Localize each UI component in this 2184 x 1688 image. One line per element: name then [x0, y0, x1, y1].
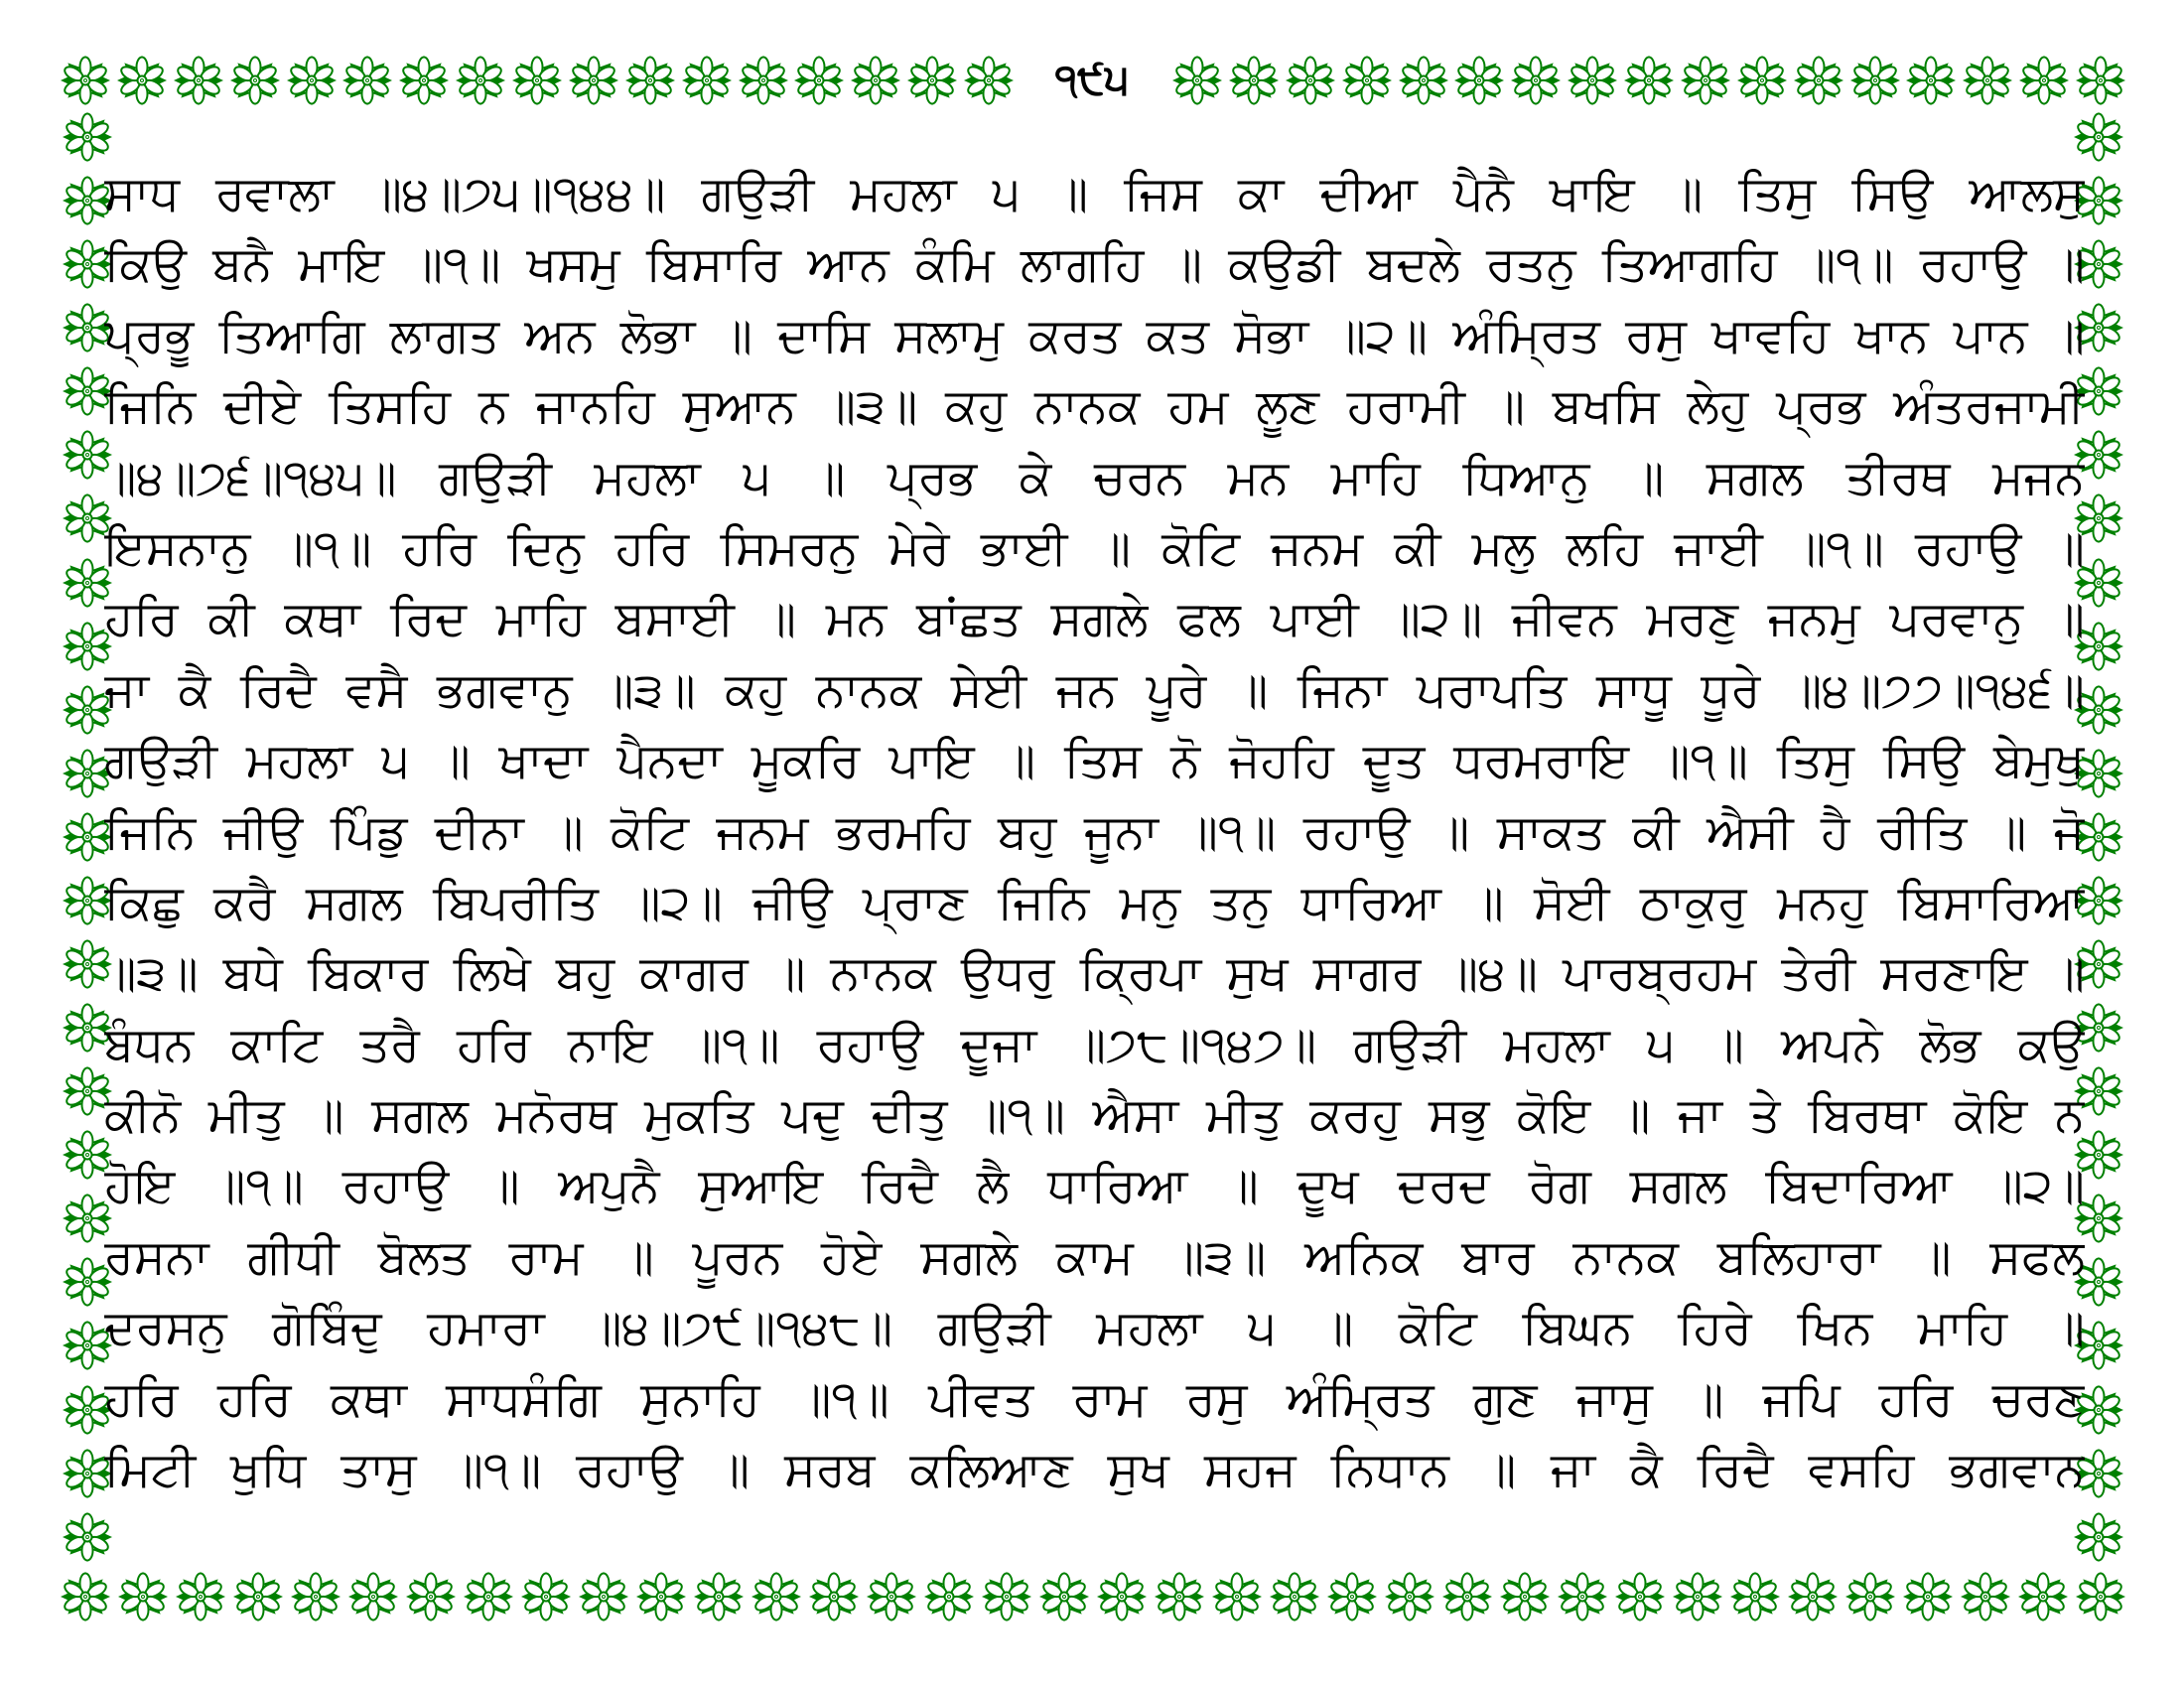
- gurbani-line: ਬੰਧਨ ਕਾਟਿ ਤਰੈ ਹਰਿ ਨਾਇ ॥੧॥ ਰਹਾਉ ਦੂਜਾ ॥੭੮॥੧੪੭॥ ਗਉੜੀ ਮਹਲਾ ੫ ॥ ਅਪਨੇ ਲੋਭ ਕਉ: [104, 1016, 2085, 1072]
- gurbani-line: ਗਉੜੀ ਮਹਲਾ ੫ ॥ ਖਾਦਾ ਪੈਨਦਾ ਮੂਕਰਿ ਪਾਇ ॥ ਤਿਸ ਨੋ ਜੋਹਹਿ ਦੂਤ ਧਰਮਰਾਇ ॥੧॥ ਤਿਸੁ ਸਿਉ ਬੇਮੁਖੁ: [104, 733, 2085, 789]
- flower-ornament-icon: [738, 55, 789, 106]
- gurbani-line: ਹਰਿ ਹਰਿ ਕਥਾ ਸਾਧਸੰਗਿ ਸੁਨਾਹਿ ॥੧॥ ਪੀਵਤ ਰਾਮ ਰਸੁ ਅੰਮ੍ਰਿਤ ਗੁਣ ਜਾਸੁ ॥ ਜਪਿ ਹਰਿ ਚਰਣ: [104, 1370, 2085, 1427]
- flower-ornament-icon: [455, 55, 506, 106]
- flower-ornament-icon: [1510, 55, 1562, 106]
- flower-ornament-icon: [175, 1571, 226, 1622]
- flower-ornament-icon: [398, 55, 450, 106]
- flower-ornament-icon: [286, 55, 338, 106]
- flower-ornament-icon: [1849, 55, 1901, 106]
- gurbani-line: ਸਾਧ ਰਵਾਲਾ ॥੪॥੭੫॥੧੪੪॥ ਗਉੜੀ ਮਹਲਾ ੫ ॥ ਜਿਸ ਕਾ ਦੀਆ ਪੈਨੈ ਖਾਇ ॥ ਤਿਸੁ ਸਿਉ ਆਲਸੁ: [104, 166, 2085, 221]
- flower-ornament-icon: [60, 55, 111, 106]
- flower-ornament-icon: [1567, 55, 1618, 106]
- gurbani-line: ਹੋਇ ॥੧॥ ਰਹਾਉ ॥ ਅਪੁਨੈ ਸੁਆਇ ਰਿਦੈ ਲੈ ਧਾਰਿਆ ॥ ਦੂਖ ਦਰਦ ਰੋਗ ਸਗਲ ਬਿਦਾਰਿਆ ॥੨॥: [104, 1158, 2085, 1214]
- flower-ornament-icon: [1902, 1571, 1954, 1622]
- flower-ornament-icon: [1499, 1571, 1551, 1622]
- flower-ornament-icon: [1729, 1571, 1781, 1622]
- flower-ornament-icon: [1453, 55, 1505, 106]
- flower-ornament-icon: [1962, 55, 2013, 106]
- flower-ornament-icon: [173, 55, 224, 106]
- flower-ornament-icon: [1614, 1571, 1666, 1622]
- flower-ornament-icon: [850, 55, 901, 106]
- flower-ornament-icon: [1960, 1571, 2011, 1622]
- gurbani-line: ਇਸਨਾਨੁ ॥੧॥ ਹਰਿ ਦਿਨੁ ਹਰਿ ਸਿਮਰਨੁ ਮੇਰੇ ਭਾਈ ॥ ਕੋਟਿ ਜਨਮ ਕੀ ਮਲੁ ਲਹਿ ਜਾਈ ॥੧॥ ਰਹਾਉ ॥: [104, 519, 2085, 576]
- flower-ornament-icon: [1623, 55, 1675, 106]
- gurbani-line: ਜਾ ਕੈ ਰਿਦੈ ਵਸੈ ਭਗਵਾਨੁ ॥੩॥ ਕਹੁ ਨਾਨਕ ਸੇਈ ਜਨ ਪੂਰੇ ॥ ਜਿਨਾ ਪਰਾਪਤਿ ਸਾਧੂ ਧੂਰੇ ॥੪॥੭੭॥੧੪੬॥: [104, 661, 2085, 718]
- flower-ornament-icon: [511, 55, 563, 106]
- flower-ornament-icon: [1787, 1571, 1839, 1622]
- flower-ornament-icon: [693, 1571, 745, 1622]
- flower-ornament-icon: [1384, 1571, 1435, 1622]
- flower-ornament-icon: [62, 111, 113, 163]
- flower-ornament-icon: [1844, 1571, 1896, 1622]
- border-top-right: [1171, 55, 2126, 106]
- flower-ornament-icon: [2073, 111, 2124, 163]
- flower-ornament-icon: [1096, 1571, 1148, 1622]
- gurbani-line: ॥੪॥੭੬॥੧੪੫॥ ਗਉੜੀ ਮਹਲਾ ੫ ॥ ਪ੍ਰਭ ਕੇ ਚਰਨ ਮਨ ਮਾਹਿ ਧਿਆਨੁ ॥ ਸਗਲ ਤੀਰਥ ਮਜਨ: [104, 449, 2085, 505]
- flower-ornament-icon: [1038, 1571, 1090, 1622]
- flower-ornament-icon: [2017, 1571, 2069, 1622]
- flower-ornament-icon: [1680, 55, 1731, 106]
- flower-ornament-icon: [1326, 1571, 1378, 1622]
- flower-ornament-icon: [1228, 55, 1280, 106]
- flower-ornament-icon: [1557, 1571, 1608, 1622]
- gurbani-line: ਜਿਨਿ ਦੀਏ ਤਿਸਹਿ ਨ ਜਾਨਹਿ ਸੁਆਨ ॥੩॥ ਕਹੁ ਨਾਨਕ ਹਮ ਲੂਣ ਹਰਾਮੀ ॥ ਬਖਸਿ ਲੇਹੁ ਪ੍ਰਭ ਅੰਤਰਜਾਮੀ: [104, 378, 2085, 435]
- flower-ornament-icon: [1905, 55, 1957, 106]
- flower-ornament-icon: [568, 55, 619, 106]
- gurbani-line: ਕੀਨੋ ਮੀਤੁ ॥ ਸਗਲ ਮਨੋਰਥ ਮੁਕਤਿ ਪਦੁ ਦੀਤੁ ॥੧॥ ਐਸਾ ਮੀਤੁ ਕਰਹੁ ਸਭੁ ਕੋਇ ॥ ਜਾ ਤੇ ਬਿਰਥਾ ਕੋਇ ਨ: [104, 1087, 2085, 1144]
- flower-ornament-icon: [2075, 1571, 2126, 1622]
- flower-ornament-icon: [1398, 55, 1449, 106]
- flower-ornament-icon: [463, 1571, 514, 1622]
- gurbani-line: ਕਿਉ ਬਨੈ ਮਾਇ ॥੧॥ ਖਸਮੁ ਬਿਸਾਰਿ ਆਨ ਕੰਮਿ ਲਾਗਹਿ ॥ ਕਉਡੀ ਬਦਲੇ ਰਤਨੁ ਤਿਆਗਹਿ ॥੧॥ ਰਹਾਉ ॥: [104, 236, 2085, 293]
- gurbani-line: ਰਸਨਾ ਗੀਧੀ ਬੋਲਤ ਰਾਮ ॥ ਪੂਰਨ ਹੋਏ ਸਗਲੇ ਕਾਮ ॥੩॥ ਅਨਿਕ ਬਾਰ ਨਾਨਕ ਬਲਿਹਾਰਾ ॥ ਸਫਲ: [104, 1228, 2085, 1285]
- flower-ornament-icon: [405, 1571, 457, 1622]
- flower-ornament-icon: [60, 1571, 111, 1622]
- gurbani-line: ਪ੍ਰਭੂ ਤਿਆਗਿ ਲਾਗਤ ਅਨ ਲੋਭਾ ॥ ਦਾਸਿ ਸਲਾਮੁ ਕਰਤ ਕਤ ਸੋਭਾ ॥੨॥ ਅੰਮ੍ਰਿਤ ਰਸੁ ਖਾਵਹਿ ਖਾਨ ਪਾਨ ॥: [104, 307, 2085, 363]
- flower-ornament-icon: [2075, 55, 2126, 106]
- flower-ornament-icon: [635, 1571, 687, 1622]
- flower-ornament-icon: [808, 1571, 860, 1622]
- flower-ornament-icon: [520, 1571, 572, 1622]
- flower-ornament-icon: [751, 1571, 802, 1622]
- flower-ornament-icon: [1441, 1571, 1493, 1622]
- flower-ornament-icon: [793, 55, 845, 106]
- gurbani-line: ਜਿਨਿ ਜੀਉ ਪਿੰਡੁ ਦੀਨਾ ॥ ਕੋਟਿ ਜਨਮ ਭਰਮਹਿ ਬਹੁ ਜੂਨਾ ॥੧॥ ਰਹਾਉ ॥ ਸਾਕਤ ਕੀ ਐਸੀ ਹੈ ਰੀਤਿ ॥ ਜੋ: [104, 803, 2085, 860]
- border-top-left: [60, 55, 1015, 106]
- flower-ornament-icon: [1211, 1571, 1263, 1622]
- flower-ornament-icon: [1269, 1571, 1320, 1622]
- flower-ornament-icon: [1154, 1571, 1205, 1622]
- page-number: ੧੯੫: [1054, 55, 1130, 103]
- flower-ornament-icon: [341, 55, 393, 106]
- flower-ornament-icon: [1341, 55, 1393, 106]
- gurbani-line: ॥੩॥ ਬਧੇ ਬਿਕਾਰ ਲਿਖੇ ਬਹੁ ਕਾਗਰ ॥ ਨਾਨਕ ਉਧਰੁ ਕ੍ਰਿਪਾ ਸੁਖ ਸਾਗਰ ॥੪॥ ਪਾਰਬ੍ਰਹਮ ਤੇਰੀ ਸਰਣਾਇ ॥: [104, 945, 2085, 1002]
- flower-ornament-icon: [347, 1571, 399, 1622]
- flower-ornament-icon: [578, 1571, 629, 1622]
- gurbani-line: ਹਰਿ ਕੀ ਕਥਾ ਰਿਦ ਮਾਹਿ ਬਸਾਈ ॥ ਮਨ ਬਾਂਛਤ ਸਗਲੇ ਫਲ ਪਾਈ ॥੨॥ ਜੀਵਨ ਮਰਣੁ ਜਨਮੁ ਪਰਵਾਨੁ ॥: [104, 591, 2085, 647]
- flower-ornament-icon: [2018, 55, 2070, 106]
- flower-ornament-icon: [1672, 1571, 1723, 1622]
- flower-ornament-icon: [229, 55, 281, 106]
- flower-ornament-icon: [1793, 55, 1844, 106]
- flower-ornament-icon: [116, 55, 168, 106]
- flower-ornament-icon: [117, 1571, 169, 1622]
- flower-ornament-icon: [290, 1571, 341, 1622]
- flower-ornament-icon: [1285, 55, 1336, 106]
- scripture-text: [104, 159, 2085, 1521]
- border-bottom: [60, 1571, 2126, 1622]
- flower-ornament-icon: [624, 55, 676, 106]
- flower-ornament-icon: [1736, 55, 1788, 106]
- flower-ornament-icon: [681, 55, 733, 106]
- gurbani-line: ਮਿਟੀ ਖੁਧਿ ਤਾਸੁ ॥੧॥ ਰਹਾਉ ॥ ਸਰਬ ਕਲਿਆਣ ਸੁਖ ਸਹਜ ਨਿਧਾਨ ॥ ਜਾ ਕੈ ਰਿਦੈ ਵਸਹਿ ਭਗਵਾਨ: [104, 1442, 2085, 1498]
- flower-ornament-icon: [866, 1571, 917, 1622]
- gurbani-line: ਕਿਛੁ ਕਰੈ ਸਗਲ ਬਿਪਰੀਤਿ ॥੨॥ ਜੀਉ ਪ੍ਰਾਣ ਜਿਨਿ ਮਨੁ ਤਨੁ ਧਾਰਿਆ ॥ ਸੋਈ ਠਾਕੁਰੁ ਮਨਹੁ ਬਿਸਾਰਿਆ: [104, 874, 2085, 930]
- flower-ornament-icon: [923, 1571, 975, 1622]
- flower-ornament-icon: [906, 55, 958, 106]
- flower-ornament-icon: [981, 1571, 1032, 1622]
- flower-ornament-icon: [232, 1571, 284, 1622]
- gurbani-line: ਦਰਸਨੁ ਗੋਬਿੰਦੁ ਹਮਾਰਾ ॥੪॥੭੯॥੧੪੮॥ ਗਉੜੀ ਮਹਲਾ ੫ ॥ ਕੋਟਿ ਬਿਘਨ ਹਿਰੇ ਖਿਨ ਮਾਹਿ ॥: [104, 1300, 2085, 1356]
